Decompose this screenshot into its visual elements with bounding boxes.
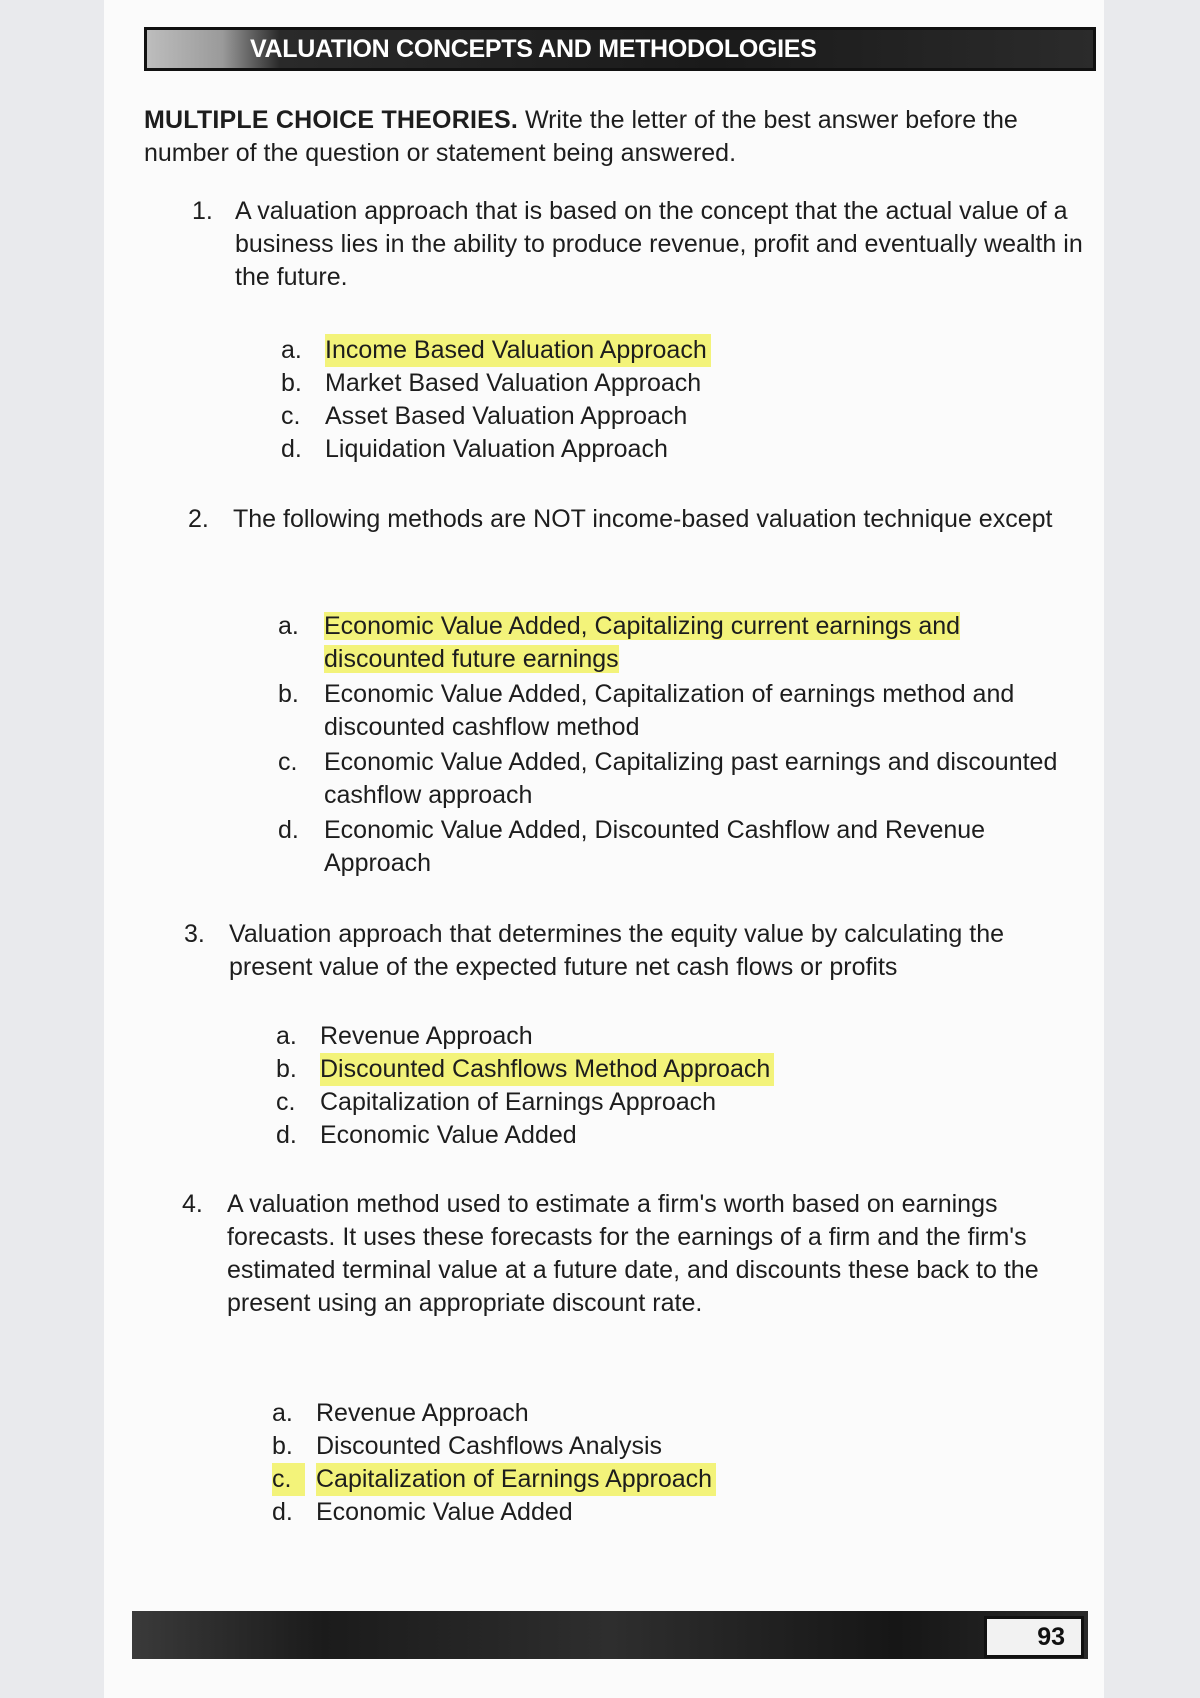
highlight-mark: Economic Value Added, Capitalizing current earnings and discounted future earnings xyxy=(324,612,961,673)
option-text: Economic Value Added, Discounted Cashflow and Revenue Approach xyxy=(324,816,986,877)
question-text: A valuation approach that is based on the concept that the actual value of a business lies in the ability to produce revenue, profit and eventually wealth in the future. xyxy=(235,197,1083,291)
option-letter: a. xyxy=(278,612,299,640)
option-letter: b. xyxy=(281,369,302,397)
option-letter: a. xyxy=(281,336,302,364)
option-text: Economic Value Added xyxy=(316,1498,573,1526)
question-number: 3. xyxy=(184,920,205,948)
option-letter: c. xyxy=(276,1088,296,1116)
option-letter: b. xyxy=(278,680,299,708)
option-letter: a. xyxy=(276,1022,297,1050)
option-text: Economic Value Added, Capitalization of earnings method and discounted cashflow method xyxy=(324,680,1015,741)
option-letter: c. xyxy=(278,748,298,776)
page-title: VALUATION CONCEPTS AND METHODOLOGIES xyxy=(250,35,817,63)
instructions xyxy=(144,104,1094,170)
option-letter: b. xyxy=(272,1432,293,1460)
option-text: Revenue Approach xyxy=(320,1022,533,1050)
option-text: Capitalization of Earnings Approach xyxy=(320,1088,717,1116)
option-letter: d. xyxy=(276,1121,297,1149)
option-text-highlighted: Income Based Valuation Approach xyxy=(325,334,711,367)
instructions-heading: MULTIPLE CHOICE THEORIES. xyxy=(144,106,518,134)
option-letter: d. xyxy=(278,816,299,844)
option-text: Asset Based Valuation Approach xyxy=(325,402,688,430)
option-letter: d. xyxy=(272,1498,293,1526)
option-letter: a. xyxy=(272,1399,293,1427)
question-text: The following methods are NOT income-based valuation technique except xyxy=(233,505,1053,533)
option-text-highlighted: Discounted Cashflows Method Approach xyxy=(320,1053,774,1086)
question-number: 4. xyxy=(182,1190,203,1218)
footer-bar xyxy=(132,1611,1088,1659)
question-number: 1. xyxy=(192,197,213,225)
option-letter: d. xyxy=(281,435,302,463)
option-letter: c. xyxy=(281,402,301,430)
option-text-highlighted xyxy=(324,610,1084,676)
option-text: Revenue Approach xyxy=(316,1399,529,1427)
page-number: 93 xyxy=(984,1616,1084,1658)
option-text: Market Based Valuation Approach xyxy=(325,369,702,397)
option-text: Liquidation Valuation Approach xyxy=(325,435,668,463)
option-text-highlighted: Capitalization of Earnings Approach xyxy=(316,1463,716,1496)
question-text: A valuation method used to estimate a firm's worth based on earnings forecasts. It uses these forecasts for the earnings of a firm and the firm's estimated terminal value at a future date, and discounts these back to the present using an appropriate discount rate. xyxy=(227,1190,1039,1317)
option-text: Economic Value Added, Capitalizing past earnings and discounted cashflow approach xyxy=(324,748,1058,809)
option-letter: c. xyxy=(272,1463,305,1496)
option-text: Discounted Cashflows Analysis xyxy=(316,1432,662,1460)
question-number: 2. xyxy=(188,505,209,533)
option-letter: b. xyxy=(276,1055,297,1083)
question-text: Valuation approach that determines the equity value by calculating the present value of the expected future net cash flows or profits xyxy=(229,920,1005,981)
instructions-text: Write the letter of the best answer before the number of the question or statement being answered. xyxy=(144,106,1018,167)
option-text: Economic Value Added xyxy=(320,1121,577,1149)
